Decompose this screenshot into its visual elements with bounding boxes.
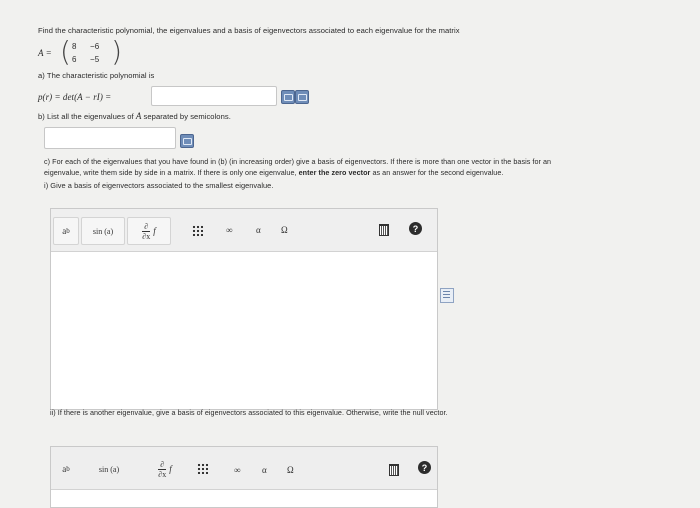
- power-base: a: [62, 226, 67, 236]
- partial-top: ∂: [160, 459, 165, 469]
- editor-toolbar: [51, 447, 437, 490]
- preview-icon[interactable]: [281, 90, 295, 104]
- derivative-button[interactable]: [143, 455, 187, 483]
- help-icon[interactable]: ?: [409, 222, 422, 235]
- partial-bottom: ∂x: [142, 231, 151, 241]
- part-c-line1: c) For each of the eigenvalues that you have found in (b) (in increasing order) give a basis of eigenvectors. If there is more than one vector in the basis for an: [44, 157, 552, 166]
- math-editor-1: [50, 208, 438, 410]
- part-c-line2: [44, 168, 503, 177]
- alpha-button[interactable]: α: [262, 465, 267, 475]
- eigenvalues-input[interactable]: [44, 127, 176, 149]
- sin-button[interactable]: sin (a): [98, 464, 120, 474]
- matrix-cell: −5: [90, 55, 100, 64]
- question-intro: Find the characteristic polynomial, the eigenvalues and a basis of eigenvectors associated to each eigenvalue for the matrix: [38, 26, 460, 35]
- matrix-cell: 6: [72, 55, 77, 64]
- f-label: f: [153, 226, 156, 236]
- trash-icon[interactable]: [379, 224, 389, 236]
- part-b-title: [38, 111, 231, 121]
- partial-fraction: [158, 460, 166, 479]
- part-c-line2-start: eigenvalue, write them side by side in a matrix. If there is only one eigenvalue,: [44, 168, 297, 177]
- partial-top: ∂: [144, 221, 149, 231]
- part-b-text-end: separated by semicolons.: [143, 112, 231, 121]
- f-label: f: [169, 464, 172, 474]
- matrix-grid-icon[interactable]: [197, 463, 208, 474]
- matrix-label: A =: [38, 48, 52, 58]
- power-base: a: [62, 464, 67, 474]
- characteristic-formula: p(r) = det(A − rI) =: [38, 92, 112, 102]
- part-c-sub-i: i) Give a basis of eigenvectors associated to the smallest eigenvalue.: [44, 181, 274, 190]
- power-exp: b: [66, 227, 70, 235]
- editor-1-input-area[interactable]: [51, 252, 437, 409]
- trash-icon[interactable]: [389, 464, 399, 476]
- matrix-grid-icon[interactable]: [192, 225, 203, 236]
- matrix: [60, 35, 122, 68]
- partial-fraction: [142, 222, 150, 241]
- preview-icon[interactable]: [295, 90, 309, 104]
- power-button[interactable]: [53, 217, 79, 245]
- matrix-cell: 8: [72, 42, 77, 51]
- right-paren: ): [111, 35, 122, 68]
- math-editor-2: [50, 446, 438, 508]
- sin-button[interactable]: sin (a): [81, 217, 125, 245]
- part-c-sub-ii: ii) If there is another eigenvalue, give a basis of eigenvectors associated to this eigenvalue. Otherwise, write the null vector.: [50, 408, 448, 417]
- omega-button[interactable]: Ω: [287, 465, 294, 475]
- part-c-line2-bold: enter the zero vector: [298, 168, 371, 177]
- preview-icon[interactable]: [180, 134, 194, 148]
- alpha-button[interactable]: α: [256, 225, 261, 235]
- part-a-title: a) The characteristic polynomial is: [38, 71, 155, 80]
- characteristic-polynomial-input[interactable]: [151, 86, 277, 106]
- part-b-text: b) List all the eigenvalues of: [38, 112, 134, 121]
- help-icon[interactable]: ?: [418, 461, 431, 474]
- infinity-button[interactable]: ∞: [226, 225, 233, 235]
- omega-button[interactable]: Ω: [281, 225, 288, 235]
- power-button[interactable]: [53, 455, 79, 483]
- matrix-cell: −6: [90, 42, 100, 51]
- partial-bottom: ∂x: [158, 469, 167, 479]
- derivative-button[interactable]: [127, 217, 171, 245]
- part-c-line2-end: as an answer for the second eigenvalue.: [372, 168, 504, 177]
- part-b-var: A: [135, 111, 142, 121]
- preview-icon[interactable]: [440, 288, 454, 303]
- power-exp: b: [66, 465, 70, 473]
- editor-toolbar: [51, 209, 437, 252]
- infinity-button[interactable]: ∞: [234, 465, 241, 475]
- left-paren: (: [60, 35, 71, 68]
